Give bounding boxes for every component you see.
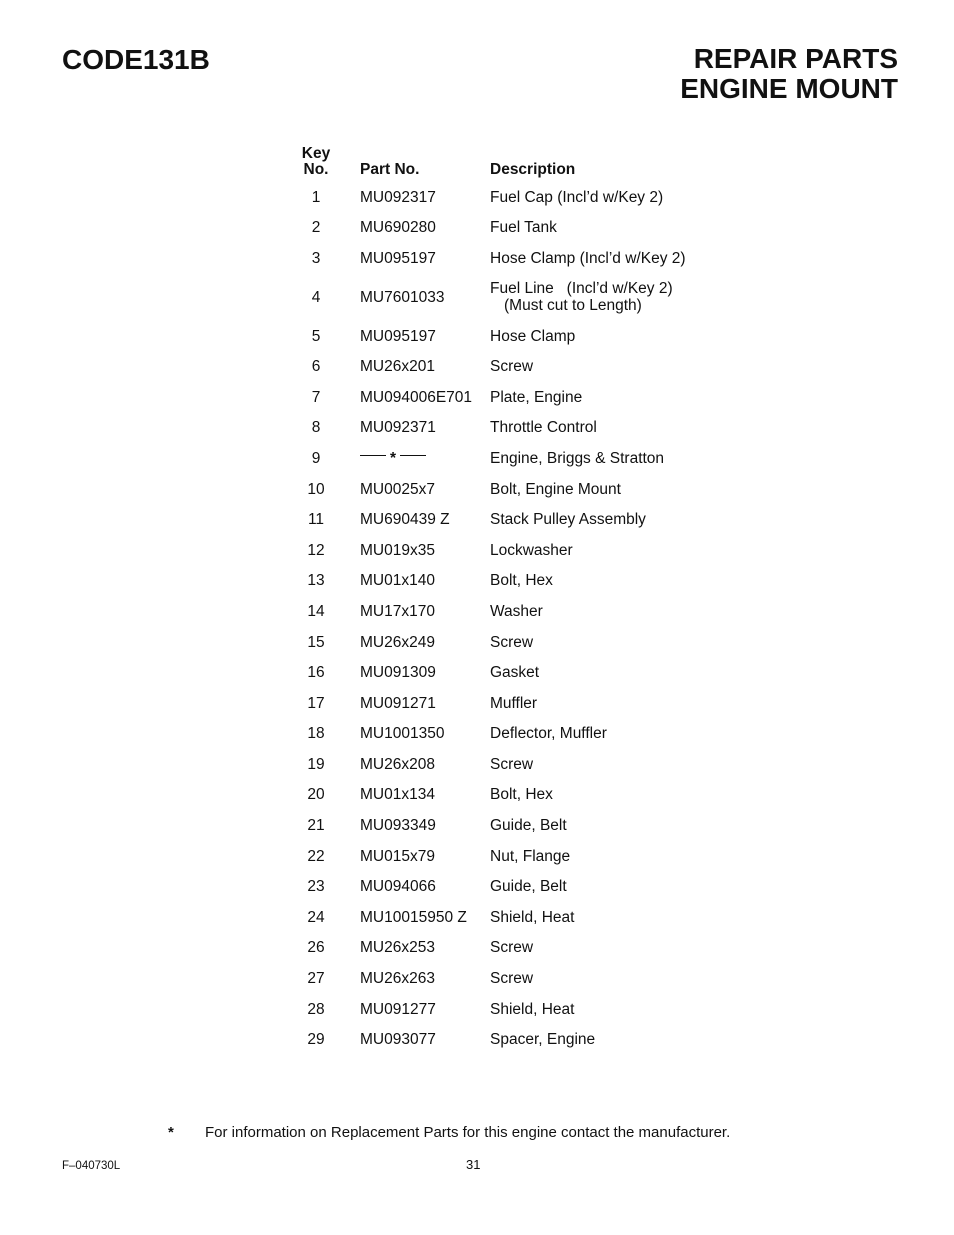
description-cell — [490, 627, 730, 658]
part-no-cell: MU10015950 Z — [360, 908, 467, 926]
description-cell — [490, 688, 730, 719]
key-no-cell: 8 — [311, 419, 321, 437]
description-text: Shield, Heat — [490, 908, 575, 926]
part-no-cell: MU7601033 — [360, 288, 445, 306]
description-cell — [490, 321, 730, 352]
model-code: CODE131B — [62, 44, 210, 75]
key-no-cell: 2 — [311, 219, 321, 237]
table-row — [296, 688, 730, 719]
table-row — [296, 719, 730, 750]
table-row — [296, 351, 730, 382]
parts-table-header — [296, 146, 730, 182]
description-text: Bolt, Hex — [490, 786, 553, 804]
table-row — [296, 810, 730, 841]
description-text: Spacer, Engine — [490, 1031, 596, 1049]
footnote-marker: * — [168, 1124, 174, 1141]
key-no-cell: 6 — [311, 358, 321, 376]
description-text: Screw — [490, 633, 534, 651]
part-no-cell — [360, 443, 490, 474]
description-cell — [490, 963, 730, 994]
part-no-cell: MU094006E701 — [360, 388, 473, 406]
page-title — [680, 44, 898, 104]
key-no-cell: 4 — [311, 288, 321, 306]
table-row — [296, 413, 730, 444]
part-no-cell: MU094066 — [360, 878, 436, 896]
part-no-cell: MU092317 — [360, 188, 436, 206]
part-no-cell: MU095197 — [360, 327, 436, 345]
part-no-cell: MU019x35 — [360, 541, 435, 559]
table-row — [296, 274, 730, 321]
description-text: Plate, Engine — [490, 388, 583, 406]
key-no-header-line-2: No. — [303, 161, 329, 178]
key-no-cell: 1 — [311, 188, 321, 206]
part-no-cell: MU17x170 — [360, 602, 435, 620]
description-cell — [490, 841, 730, 872]
description-text: Hose Clamp (Incl’d w/Key 2) — [490, 249, 686, 267]
table-row — [296, 963, 730, 994]
description-text: Screw — [490, 358, 534, 376]
part-no-cell: MU0025x7 — [360, 480, 435, 498]
description-cell — [490, 274, 730, 321]
key-no-header-line-1: Key — [301, 145, 331, 162]
description-cell — [490, 902, 730, 933]
description-text: Muffler — [490, 694, 538, 712]
description-cell — [490, 780, 730, 811]
part-no-cell: MU091277 — [360, 1000, 436, 1018]
part-no-cell: MU690439 Z — [360, 511, 450, 529]
key-no-cell: 26 — [307, 939, 325, 957]
key-no-cell: 13 — [307, 572, 325, 590]
description-cell — [490, 351, 730, 382]
dash-line — [360, 455, 386, 456]
table-row — [296, 933, 730, 964]
part-no-cell: MU091309 — [360, 664, 436, 682]
table-row — [296, 566, 730, 597]
description-cell — [490, 994, 730, 1025]
key-no-cell: 20 — [307, 786, 325, 804]
key-no-cell: 16 — [307, 664, 325, 682]
key-no-cell: 28 — [307, 1000, 325, 1018]
description-cell — [490, 566, 730, 597]
table-row — [296, 657, 730, 688]
page-title-line-2: ENGINE MOUNT — [680, 73, 898, 104]
key-no-cell: 23 — [307, 878, 325, 896]
description-cell — [490, 871, 730, 902]
description-text: Stack Pulley Assembly — [490, 511, 646, 529]
part-no-star: * — [390, 449, 397, 467]
description-cell — [490, 382, 730, 413]
part-no-cell: MU01x134 — [360, 786, 435, 804]
key-no-cell: 12 — [307, 541, 325, 559]
description-text: Fuel Cap (Incl’d w/Key 2) — [490, 188, 664, 206]
description-cell — [490, 413, 730, 444]
part-no-cell: MU26x208 — [360, 755, 435, 773]
description-text: Fuel Tank — [490, 219, 557, 237]
dash-line — [400, 455, 426, 456]
part-no-cell: MU01x140 — [360, 572, 435, 590]
table-row — [296, 902, 730, 933]
description-text: Engine, Briggs & Stratton — [490, 449, 665, 467]
table-row — [296, 535, 730, 566]
table-row — [296, 182, 730, 213]
footnote — [168, 1124, 730, 1142]
description-text: Guide, Belt — [490, 878, 567, 896]
key-no-cell: 21 — [307, 817, 325, 835]
description-header: Description — [490, 161, 576, 178]
part-no-cell: MU093349 — [360, 817, 436, 835]
key-no-cell: 15 — [307, 633, 325, 651]
description-cell — [490, 719, 730, 750]
description-cell — [490, 933, 730, 964]
footnote-text: For information on Replacement Parts for this engine contact the manufacturer. — [205, 1124, 731, 1141]
description-text: Gasket — [490, 664, 540, 682]
parts-table — [296, 146, 730, 1055]
key-no-cell: 14 — [307, 602, 325, 620]
key-no-cell: 17 — [307, 694, 325, 712]
table-row — [296, 994, 730, 1025]
table-row — [296, 382, 730, 413]
description-text: Hose Clamp — [490, 327, 576, 345]
table-row — [296, 627, 730, 658]
table-row — [296, 1024, 730, 1055]
description-text: Fuel Line (Incl’d w/Key 2) — [490, 280, 673, 298]
part-no-cell: MU26x201 — [360, 358, 435, 376]
description-text: Screw — [490, 755, 534, 773]
description-cell — [490, 504, 730, 535]
key-no-cell: 19 — [307, 755, 325, 773]
part-no-cell: MU26x249 — [360, 633, 435, 651]
table-row — [296, 504, 730, 535]
description-cell — [490, 474, 730, 505]
description-text: Screw — [490, 939, 534, 957]
form-number: F–040730L — [62, 1160, 121, 1172]
part-no-cell: MU1001350 — [360, 725, 445, 743]
description-text: Lockwasher — [490, 541, 573, 559]
part-no-cell: MU093077 — [360, 1031, 436, 1049]
description-cell — [490, 443, 730, 474]
description-cell — [490, 213, 730, 244]
description-cell — [490, 1024, 730, 1055]
table-row — [296, 596, 730, 627]
table-row — [296, 841, 730, 872]
key-no-cell: 9 — [311, 449, 321, 467]
description-cell — [490, 657, 730, 688]
key-no-cell: 3 — [311, 249, 321, 267]
page-number: 31 — [466, 1157, 481, 1172]
parts-table-body — [296, 182, 730, 1055]
description-text: Bolt, Engine Mount — [490, 480, 621, 498]
key-no-cell: 5 — [311, 327, 321, 345]
description-cell — [490, 749, 730, 780]
key-no-cell: 22 — [307, 847, 325, 865]
description-text: Screw — [490, 970, 534, 988]
part-no-cell: MU015x79 — [360, 847, 435, 865]
key-no-cell: 18 — [307, 725, 325, 743]
part-no-cell: MU091271 — [360, 694, 436, 712]
description-cell — [490, 243, 730, 274]
part-no-cell: MU092371 — [360, 419, 436, 437]
table-row — [296, 474, 730, 505]
description-cell — [490, 535, 730, 566]
key-no-cell: 11 — [307, 511, 325, 529]
table-row — [296, 321, 730, 352]
part-no-cell: MU690280 — [360, 219, 436, 237]
table-row — [296, 243, 730, 274]
key-no-header — [296, 146, 336, 182]
part-no-cell: MU26x263 — [360, 970, 435, 988]
table-row — [296, 871, 730, 902]
description-text: Guide, Belt — [490, 817, 567, 835]
key-no-cell: 27 — [307, 970, 325, 988]
part-no-cell: MU26x253 — [360, 939, 435, 957]
table-row — [296, 780, 730, 811]
description-text: Washer — [490, 602, 543, 620]
description-text: Bolt, Hex — [490, 572, 553, 590]
key-no-cell: 24 — [307, 908, 325, 926]
part-no-header: Part No. — [360, 161, 420, 178]
description-text: Throttle Control — [490, 419, 597, 437]
table-row — [296, 443, 730, 474]
table-row — [296, 213, 730, 244]
description-subtext: (Must cut to Length) — [504, 297, 642, 315]
description-text: Shield, Heat — [490, 1000, 575, 1018]
description-text: Nut, Flange — [490, 847, 571, 865]
key-no-cell: 29 — [307, 1031, 325, 1049]
table-row — [296, 749, 730, 780]
key-no-cell: 7 — [311, 388, 321, 406]
description-cell — [490, 182, 730, 213]
page-title-line-1: REPAIR PARTS — [693, 43, 898, 74]
key-no-cell: 10 — [307, 480, 325, 498]
part-no-cell: MU095197 — [360, 249, 436, 267]
description-cell — [490, 596, 730, 627]
description-text: Deflector, Muffler — [490, 725, 607, 743]
description-cell — [490, 810, 730, 841]
